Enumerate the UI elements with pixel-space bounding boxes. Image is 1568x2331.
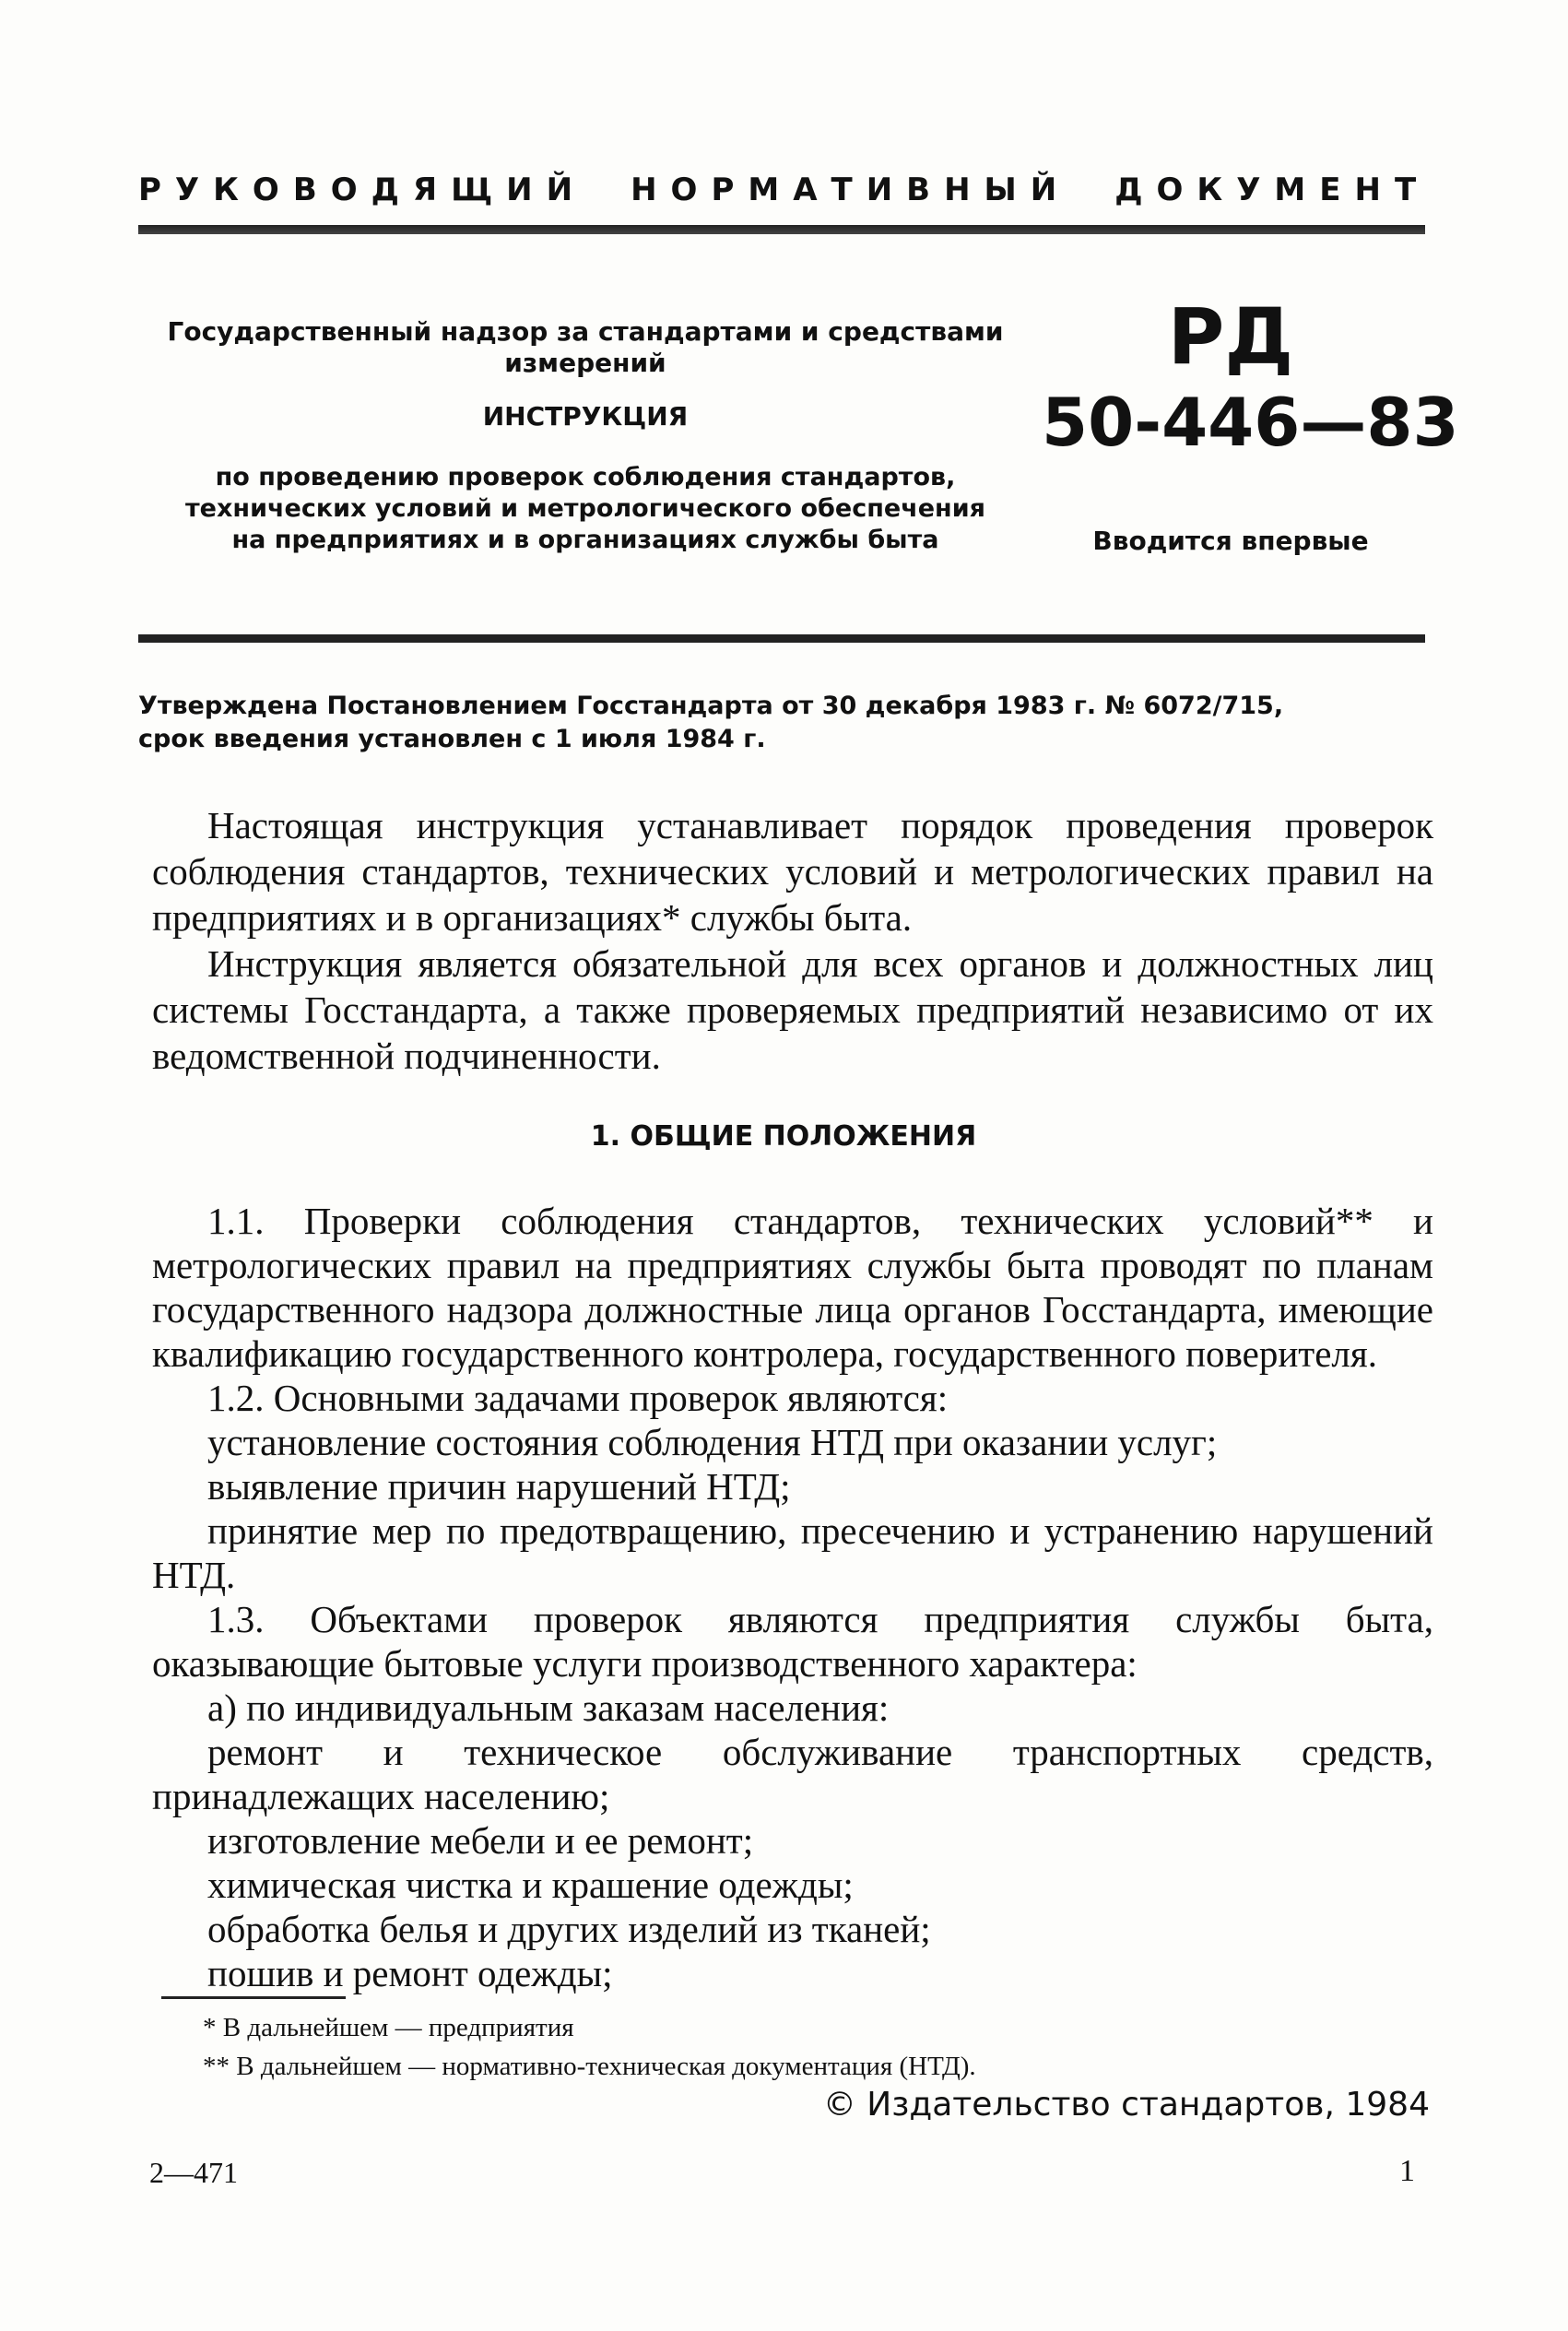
copyright-notice: © Издательство стандартов, 1984 <box>822 2086 1430 2124</box>
clause: изготовление мебели и ее ремонт; <box>207 1819 754 1862</box>
clause: 1.1. Проверки соблюдения стандартов, технических условий** и метрологических правил на предприятиях службы быта проводят по планам государственного надзора должностные лица органов Госстандарта, имеющие квалификацию государственного контролера, государственного поверителя. <box>152 1200 1433 1375</box>
footnotes <box>166 2008 1438 2086</box>
agency-title: Государственный надзор за стандартами и средствами измерений <box>167 316 1004 378</box>
clause: принятие мер по предотвращению, пресечению и устранению нарушений НТД. <box>152 1509 1433 1596</box>
header-word-2: НОРМАТИВНЫЙ <box>631 172 1071 208</box>
footnote: ** В дальнейшем — нормативно-техническая документация (НТД). <box>203 2052 976 2081</box>
page-number: 1 <box>1399 2154 1415 2188</box>
designation-code: РД <box>1167 291 1294 382</box>
approval-line: срок введения установлен с 1 июля 1984 г. <box>138 725 766 753</box>
introduction-status: Вводится впервые <box>1092 526 1369 556</box>
title-block <box>120 316 1051 556</box>
document-designation <box>1042 291 1459 556</box>
clause: обработка белья и других изделий из тканей; <box>207 1908 931 1950</box>
sheet-code: 2—471 <box>149 2156 238 2189</box>
approval-line: Утверждена Постановлением Госстандарта от 30 декабря 1983 г. № 6072/715, <box>138 692 1284 720</box>
clause: 1.3. Объектами проверок являются предприятия службы быта, оказывающие бытовые услуги производственного характера: <box>152 1598 1433 1685</box>
header-word-1: РУКОВОДЯЩИЙ <box>138 172 587 208</box>
clause: выявление причин нарушений НТД; <box>207 1465 791 1508</box>
footnote: * В дальнейшем — предприятия <box>203 2013 574 2042</box>
document-subject <box>120 462 1051 556</box>
clause: ремонт и техническое обслуживание транспортных средств, принадлежащих населению; <box>152 1731 1433 1817</box>
section-clauses <box>152 1199 1433 1995</box>
subject-line: по проведению проверок соблюдения стандартов, <box>215 463 956 491</box>
header-word-3: ДОКУМЕНТ <box>1114 172 1431 208</box>
approval-note <box>138 690 1429 756</box>
document-type-header <box>138 172 1429 208</box>
header-rule <box>138 225 1425 234</box>
paragraph: Инструкция является обязательной для всех органов и должностных лиц системы Госстандарта, а также проверяемых предприятий независимо от их ведомственной подчиненности. <box>152 942 1433 1077</box>
clause: химическая чистка и крашение одежды; <box>207 1864 854 1906</box>
title-rule <box>138 634 1425 643</box>
designation-number: 50-446—83 <box>1042 384 1459 461</box>
document-kind: ИНСТРУКЦИЯ <box>482 401 689 432</box>
paragraph: Настоящая инструкция устанавливает порядок проведения проверок соблюдения стандартов, технических условий и метрологических правил на предприятиях и в организациях* службы быта. <box>152 804 1433 939</box>
subject-line: на предприятиях и в организациях службы быта <box>231 526 939 554</box>
section-heading: 1. ОБЩИЕ ПОЛОЖЕНИЯ <box>590 1120 977 1153</box>
clause: установление состояния соблюдения НТД при оказании услуг; <box>207 1421 1218 1463</box>
footnote-rule <box>161 1996 346 1999</box>
subject-line: технических условий и метрологического обеспечения <box>185 494 985 523</box>
intro-text <box>152 802 1433 1079</box>
clause: 1.2. Основными задачами проверок являются: <box>207 1377 949 1419</box>
clause: а) по индивидуальным заказам населения: <box>207 1686 890 1729</box>
clause: пошив и ремонт одежды; <box>207 1952 613 1994</box>
